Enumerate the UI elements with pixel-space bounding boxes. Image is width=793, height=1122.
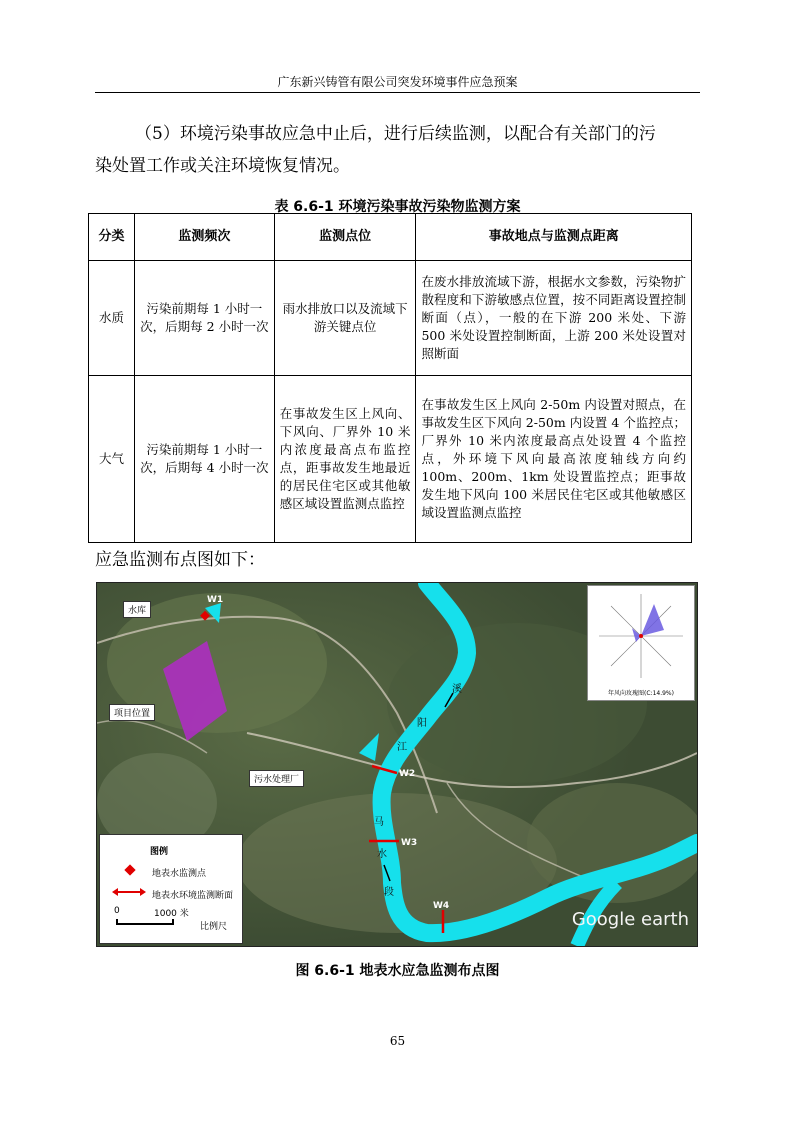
- legend-section-symbol: [112, 887, 146, 897]
- river-char: 阳: [417, 718, 427, 729]
- body-paragraph: [95, 118, 700, 182]
- table-row: [89, 261, 692, 376]
- legend-point-symbol: [124, 864, 135, 875]
- scale-bar: [116, 919, 174, 925]
- map-watermark: Google earth: [571, 909, 689, 930]
- table-row: [89, 376, 692, 543]
- river-char: 水: [377, 849, 387, 860]
- river-char: 江: [397, 742, 407, 753]
- header-frequency: 监测频次: [134, 214, 274, 261]
- river-char: 马: [374, 817, 384, 828]
- header-category: 分类: [89, 214, 135, 261]
- monitoring-map: [96, 582, 698, 947]
- map-intro: 应急监测布点图如下：: [95, 550, 265, 570]
- cell-category: 水质: [89, 261, 135, 376]
- cell-frequency: 污染前期每 1 小时一次，后期每 2 小时一次: [134, 261, 274, 376]
- figure-caption: 图 6.6-1 地表水应急监测布点图: [295, 963, 500, 979]
- monitoring-table: [88, 213, 692, 543]
- river-char: 段: [384, 887, 394, 898]
- reservoir-label: 水库: [123, 601, 151, 618]
- wwtp-label: 污水处理厂: [249, 770, 304, 787]
- cell-frequency: 污染前期每 1 小时一次，后期每 4 小时一次: [134, 376, 274, 543]
- point-w3: W3: [401, 838, 418, 848]
- project-label: 项目位置: [109, 704, 155, 721]
- point-w2: W2: [399, 769, 416, 779]
- scale-end: 1000 米: [154, 909, 189, 919]
- point-w1: W1: [207, 595, 224, 605]
- wind-rose-chart: [588, 586, 694, 686]
- wind-rose: [587, 585, 695, 701]
- header-distance: 事故地点与监测点距离: [416, 214, 692, 261]
- paragraph-line-1: （5）环境污染事故应急中止后，进行后续监测，以配合有关部门的污: [135, 124, 656, 144]
- cell-points: 雨水排放口以及流域下游关键点位: [274, 261, 416, 376]
- cell-distance: 在事故发生区上风向 2-50m 内设置对照点，在事故发生区下风向 2-50m 内设置 4 个监控点；厂界外 10 米内浓度最高点处设置 4 个监控点，外环境下风向最高浓度轴线方向约 100m、200m、1km 处设置监控点；距事故发生地下风向 100 米居民住宅区或其他敏感区域设置监测点监控: [416, 376, 692, 543]
- scale-start: 0: [114, 906, 120, 916]
- wind-rose-caption: 年风向玫瑰图(C:14.9%): [608, 690, 674, 697]
- table-title: 表 6.6-1 环境污染事故污染物监测方案: [274, 199, 521, 215]
- page-header: 广东新兴铸管有限公司突发环境事件应急预案: [95, 74, 700, 93]
- header-points: 监测点位: [274, 214, 416, 261]
- scale-label: 比例尺: [200, 922, 228, 932]
- page-number: 65: [389, 1034, 406, 1048]
- legend-section-label: 地表水环境监测断面: [152, 891, 234, 901]
- legend-point-label: 地表水监测点: [152, 869, 207, 879]
- cell-category: 大气: [89, 376, 135, 543]
- river-char: 溪: [452, 684, 462, 695]
- point-w4: W4: [433, 901, 450, 911]
- paragraph-line-2: 染处置工作或关注环境恢复情况。: [95, 156, 350, 176]
- legend-title: 图例: [150, 847, 169, 857]
- cell-points: 在事故发生区上风向、下风向、厂界外 10 米内浓度最高点布监控点，距事故发生地最近的居民住宅区或其他敏感区域设置监测点监控: [274, 376, 416, 543]
- map-legend: [99, 834, 243, 944]
- table-header-row: [89, 214, 692, 261]
- cell-distance: 在废水排放流域下游，根据水文参数，污染物扩散程度和下游敏感点位置，按不同距离设置控制断面（点），一般的在下游 200 米处、下游 500 米处设置控制断面，上游 200 米处设置对照断面: [416, 261, 692, 376]
